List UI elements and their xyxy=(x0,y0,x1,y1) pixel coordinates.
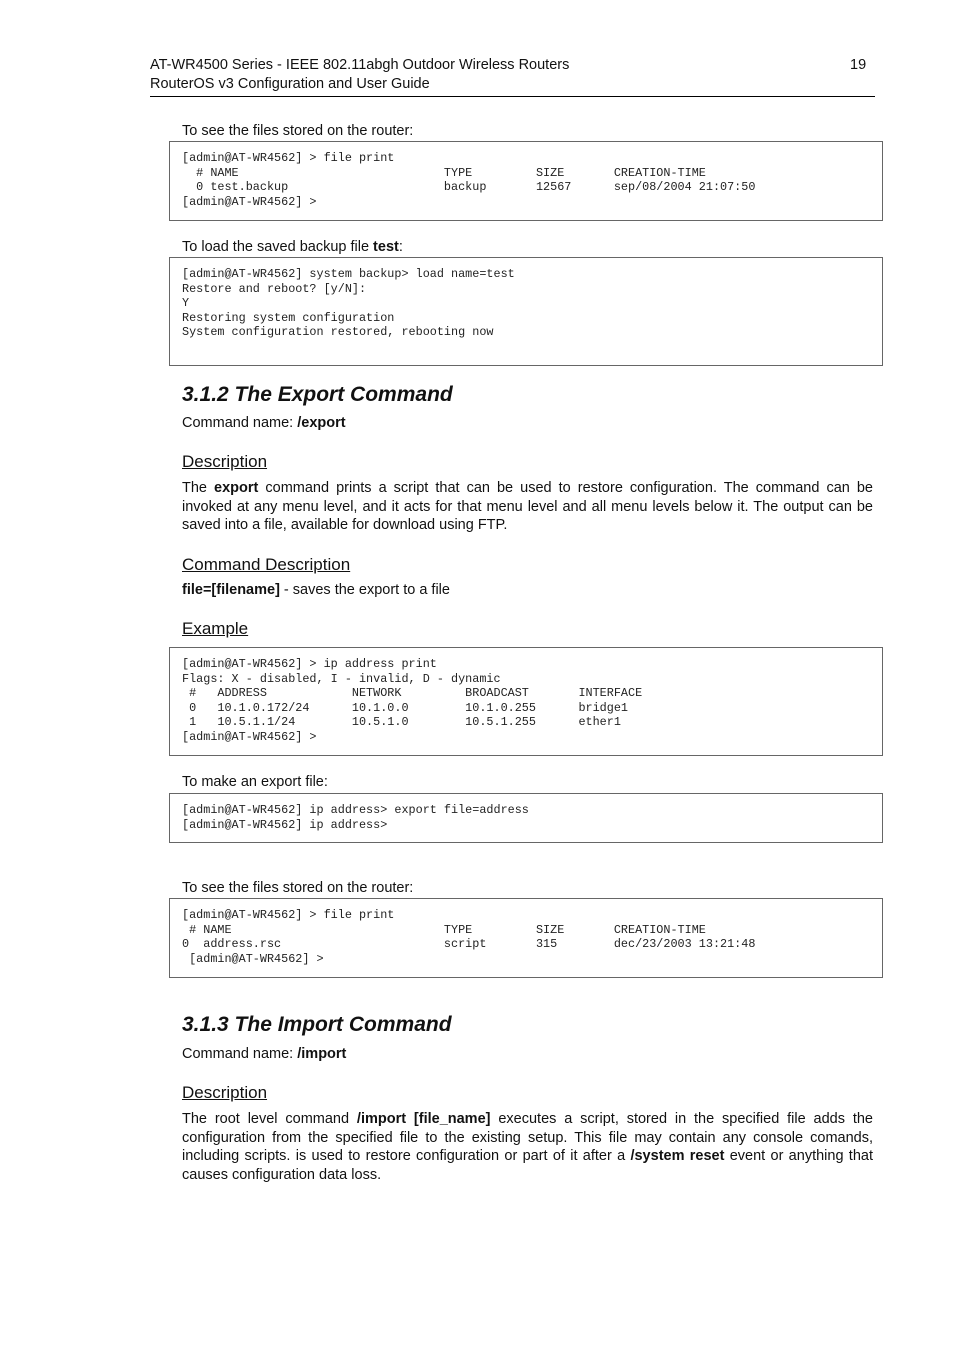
import-command-value: /import xyxy=(297,1046,347,1062)
export-command-name xyxy=(182,414,346,433)
export-description-heading: Description xyxy=(182,452,268,471)
load-backup-code: [admin@AT-WR4562] system backup> load name=test Restore and reboot? [y/N]: Y Restoring system configuration System configuration restored, rebooting now xyxy=(182,267,515,340)
running-header xyxy=(150,56,569,94)
load-backup-intro-text: To load the saved backup file xyxy=(182,239,374,255)
make-export-intro: To make an export file: xyxy=(182,774,328,790)
command-description-heading: Command Description xyxy=(182,555,351,574)
import-desc-bold2: /system reset xyxy=(630,1148,725,1165)
see-files-code: [admin@AT-WR4562] > file print # NAME TYPE SIZE CREATION-TIME 0 address.rsc script 315 dec/23/2003 13:21:48 [admin@AT-WR4562] > xyxy=(182,908,756,966)
import-desc-text2: executes a script, stored in the specified file adds the configuration from the specified file to the existing setup. This file may contain any console comands, including scripts. is used to restore configuration or part of it after a xyxy=(182,1111,874,1165)
file-parameter-name: file=[filename] xyxy=(182,582,280,598)
load-backup-filename: test xyxy=(373,239,399,255)
import-heading: 3.1.3 The Import Command xyxy=(182,1013,452,1036)
import-command-name xyxy=(182,1045,346,1064)
file-parameter-desc: - saves the export to a file xyxy=(279,582,450,598)
file-parameter xyxy=(182,581,450,600)
make-export-code-box xyxy=(169,793,883,843)
header-title-line1: AT-WR4500 Series - IEEE 802.11abgh Outdoor Wireless Routers xyxy=(150,57,570,73)
export-command-value: /export xyxy=(297,415,346,431)
export-description xyxy=(182,479,873,535)
page-number: 19 xyxy=(850,57,867,73)
header-title-line2: RouterOS v3 Configuration and User Guide xyxy=(150,76,430,92)
load-backup-intro xyxy=(182,238,403,257)
import-description xyxy=(182,1110,873,1185)
export-command-label: Command name: xyxy=(182,415,298,431)
export-desc-text2: command prints a script that can be used to restore configuration. The command can be invoked at any menu level, and it acts for that menu level and all menu levels below it. The output can be saved into a file, available for download using FTP. xyxy=(182,480,873,534)
export-desc-text1: The xyxy=(182,480,215,496)
see-files-code-box xyxy=(169,898,883,978)
load-backup-code-box xyxy=(169,257,883,366)
file-print-code-box xyxy=(169,141,883,221)
header-rule xyxy=(150,96,875,97)
import-command-label: Command name: xyxy=(182,1046,298,1062)
file-print-code: [admin@AT-WR4562] > file print # NAME TYPE SIZE CREATION-TIME 0 test.backup backup 12567 sep/08/2004 21:07:50 [admin@AT-WR4562] > xyxy=(182,151,756,209)
import-desc-bold1: /import [file_name] xyxy=(356,1111,491,1127)
import-description-heading: Description xyxy=(182,1083,268,1102)
file-print-intro: To see the files stored on the router: xyxy=(182,123,414,139)
make-export-code: [admin@AT-WR4562] ip address> export file=address [admin@AT-WR4562] ip address> xyxy=(182,803,529,832)
export-heading: 3.1.2 The Export Command xyxy=(182,383,453,406)
see-files-intro: To see the files stored on the router: xyxy=(182,880,414,896)
example-code: [admin@AT-WR4562] > ip address print Flags: X - disabled, I - invalid, D - dynamic # ADDRESS NETWORK BROADCAST INTERFACE 0 10.1.0.172/24 10.1.0.0 10.1.0.255 bridge1 1 10.5.1.1/24 10.5.1.0 10.5.1.255 ether1 [admin@AT-WR4562] > xyxy=(182,657,643,744)
export-desc-bold: export xyxy=(214,480,259,496)
import-desc-text3: event or anything that causes configuration data loss. xyxy=(182,1148,873,1184)
example-code-box xyxy=(169,647,883,756)
example-heading: Example xyxy=(182,619,249,638)
load-backup-intro-colon: : xyxy=(398,239,403,255)
import-desc-text1: The root level command xyxy=(182,1111,357,1127)
